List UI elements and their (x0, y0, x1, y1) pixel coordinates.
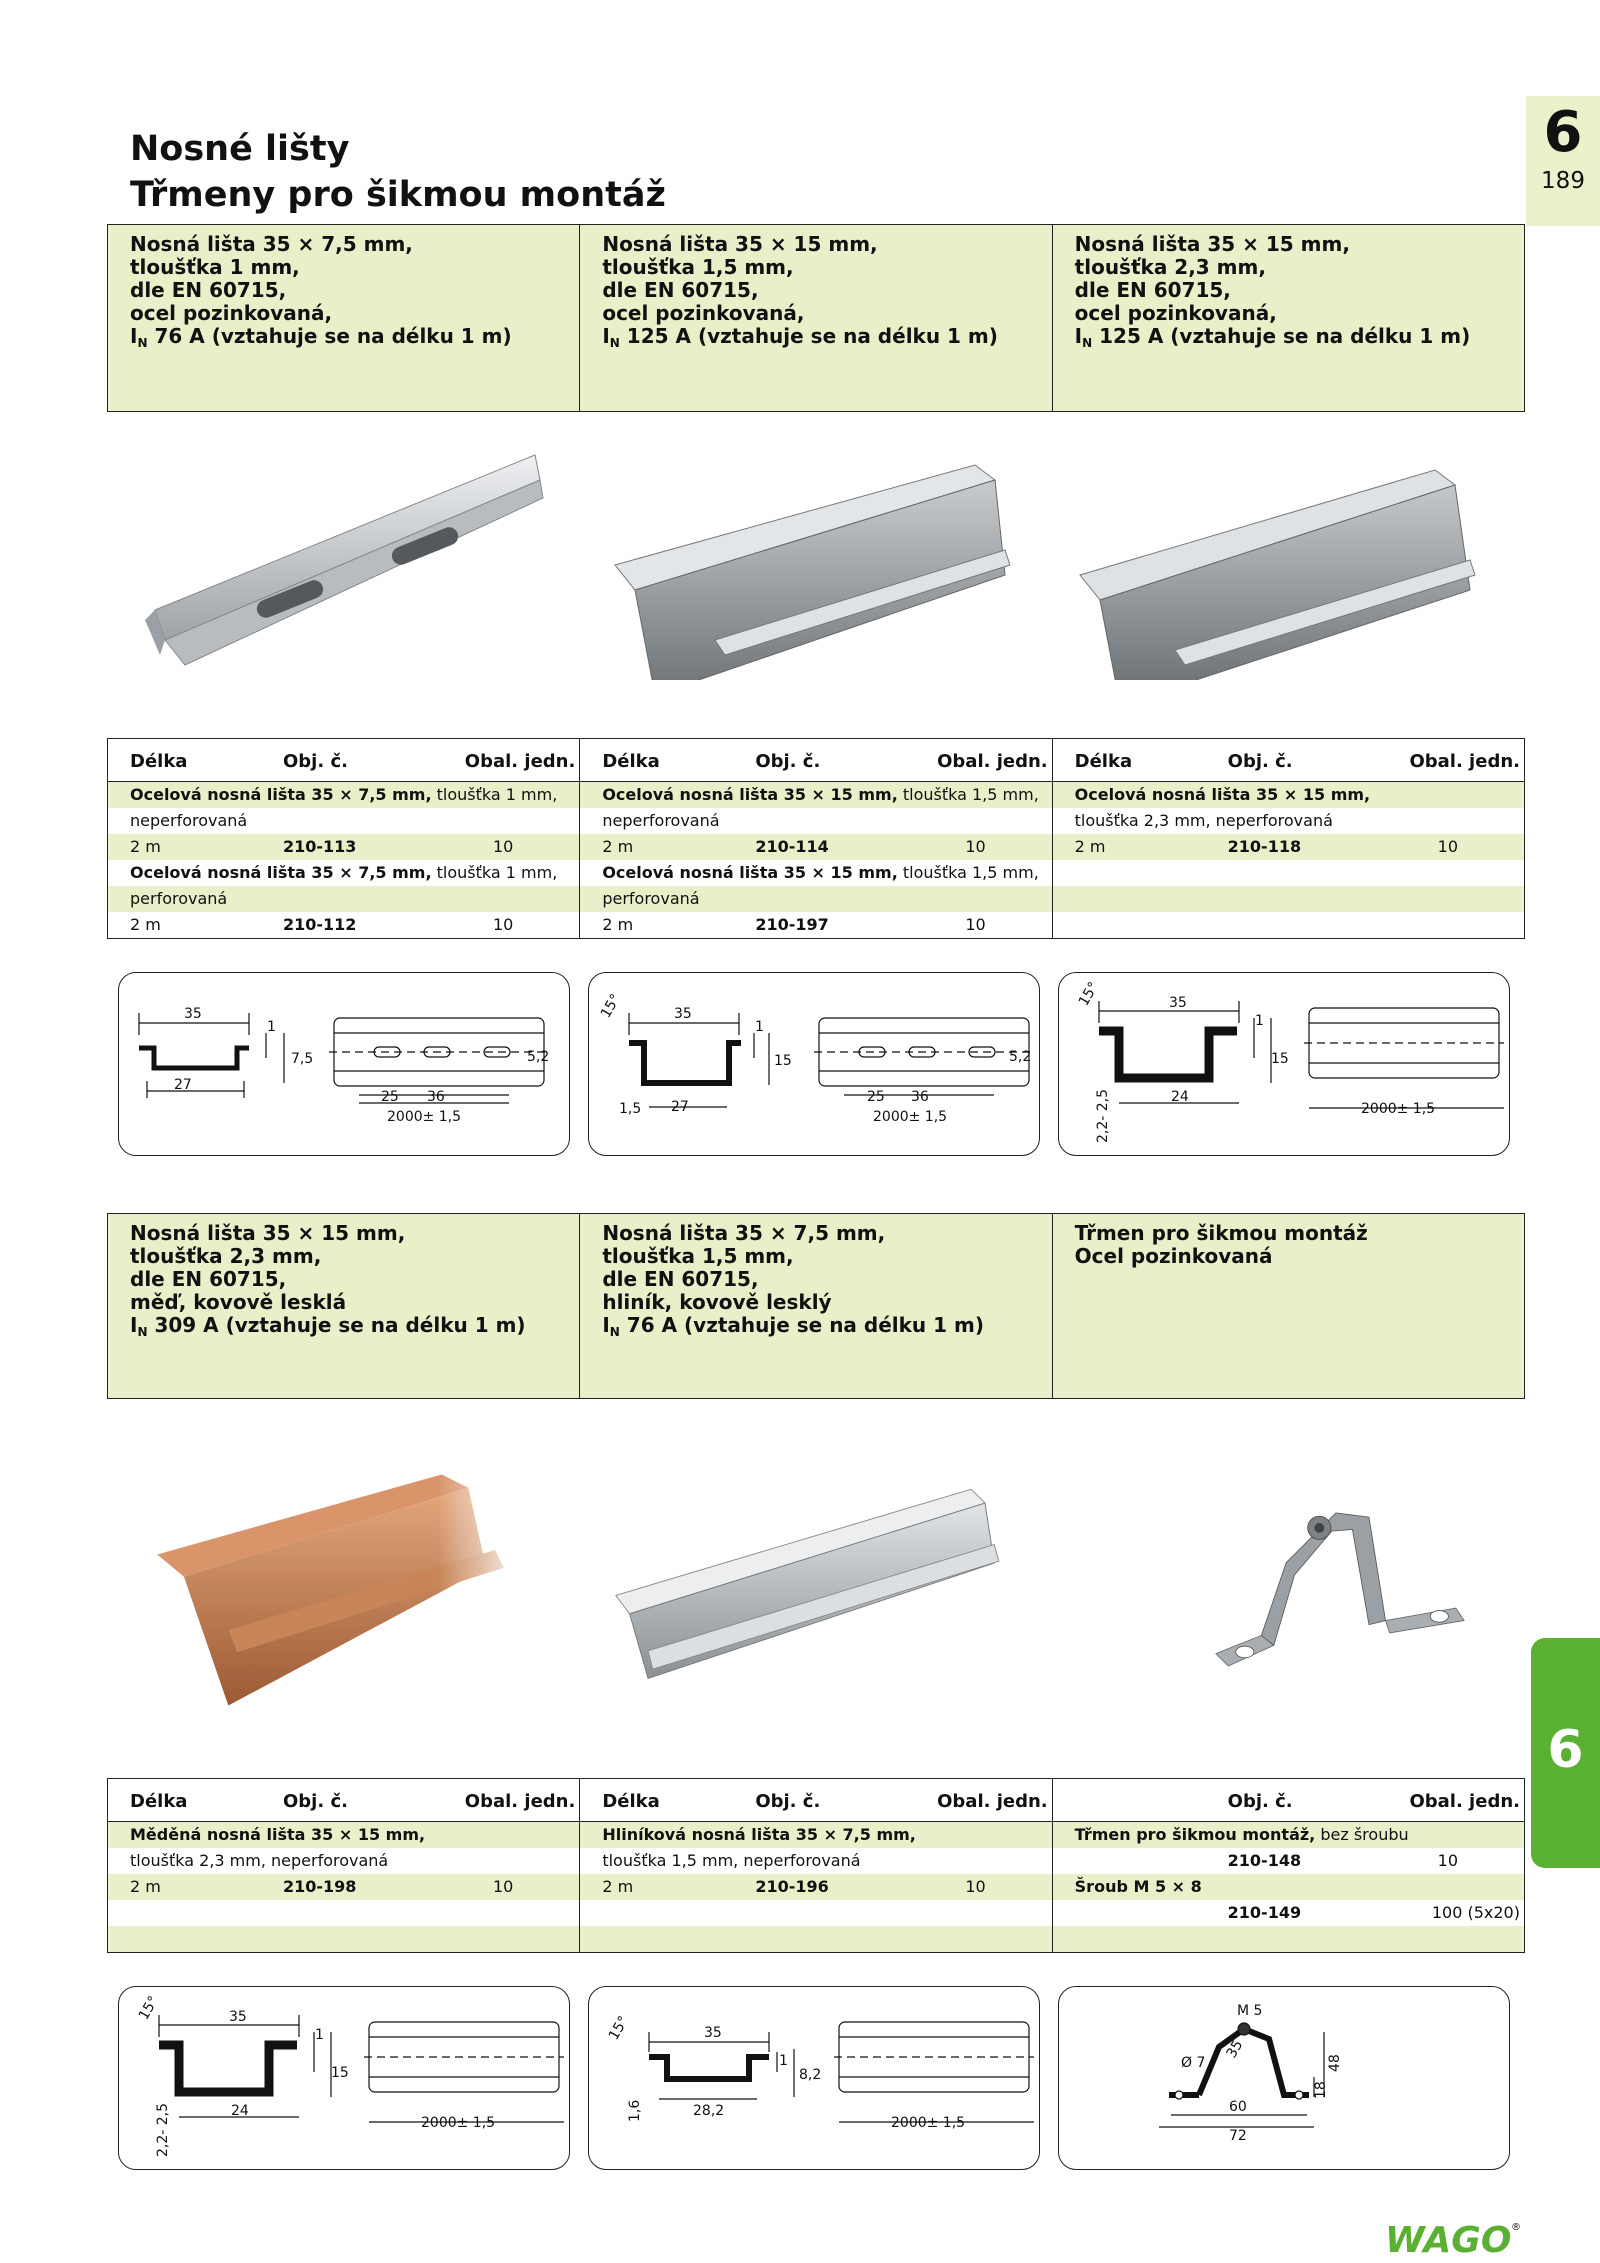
svg-text:60: 60 (1229, 2099, 1247, 2115)
table-row[interactable]: 210-149 100 (5x20) (1227, 1903, 1520, 1922)
product-header-210-196: Nosná lišta 35 × 7,5 mm, tloušťka 1,5 mm, dle EN 60715, hliník, kovově lesklý $I_N$ 76 A (vztahuje se na délku 1 m) (579, 1214, 1051, 1398)
page-number: 189 (1541, 168, 1585, 194)
svg-text:27: 27 (671, 1099, 689, 1115)
svg-text:®: ® (1511, 2222, 1521, 2233)
side-chapter-number: 6 (1547, 1720, 1584, 1780)
product-header-row-2 (107, 1213, 1525, 1399)
svg-text:35: 35 (704, 2025, 722, 2041)
svg-text:WAGO: WAGO (1385, 2220, 1512, 2258)
table-row[interactable]: 2 m 210-114 10 (580, 834, 1051, 860)
svg-text:35: 35 (674, 1006, 692, 1022)
table-row[interactable]: 2 m 210-196 10 (580, 1874, 1051, 1900)
svg-text:5,2: 5,2 (527, 1049, 550, 1065)
order-column-5: Délka Obj. č. Obal. jedn. Hliníková nosná lišta 35 × 7,5 mm, tloušťka 1,5 mm, neperforovaná 2 m 210-196 10 (579, 1779, 1051, 1952)
rail-copper-photo (125, 1470, 545, 1710)
product-header-210-114: Nosná lišta 35 × 15 mm, tloušťka 1,5 mm, dle EN 60715, ocel pozinkovaná, $I_N$ 125 A (vztahuje se na délku 1 m) (579, 225, 1051, 411)
svg-text:48: 48 (1327, 2054, 1343, 2072)
drawing-210-114 (588, 972, 1040, 1156)
svg-text:2000± 1,5: 2000± 1,5 (421, 2115, 496, 2131)
svg-text:5,2: 5,2 (1009, 1049, 1032, 1065)
svg-text:15: 15 (331, 2065, 349, 2081)
svg-text:7,5: 7,5 (291, 1051, 314, 1067)
svg-text:27: 27 (174, 1077, 192, 1093)
svg-text:1,6: 1,6 (627, 2099, 643, 2122)
order-column-6: Obj. č. Obal. jedn. Třmen pro šikmou montáž, bez šroubu 210-148 10 Šroub M 5 × 8 210-149 100 (5x20) (1052, 1779, 1524, 1952)
drawing-210-148 (1058, 1986, 1510, 2170)
svg-text:15°: 15° (605, 2013, 633, 2043)
table-row[interactable]: 2 m 210-118 10 (1053, 834, 1524, 860)
svg-text:36: 36 (911, 1089, 929, 1105)
order-column-1: Délka Obj. č. Obal. jedn. Ocelová nosná lišta 35 × 7,5 mm, tloušťka 1 mm, neperforovaná 2 m 210-113 10 Ocelová nosná lišta 35 × 7,5 mm, tloušťka 1 mm, perforovaná 2 m 210-112 10 (108, 739, 579, 938)
svg-text:18: 18 (1313, 2081, 1329, 2099)
product-header-210-198: Nosná lišta 35 × 15 mm, tloušťka 2,3 mm, dle EN 60715, měď, kovově lesklá $I_N$ 309 A (vztahuje se na délku 1 m) (130, 1221, 526, 1339)
svg-text:25: 25 (867, 1089, 885, 1105)
chapter-tab (1526, 96, 1600, 226)
table-row[interactable]: 2 m 210-197 10 (602, 915, 986, 934)
svg-text:15°: 15° (1075, 979, 1103, 1009)
wago-logo (1385, 2218, 1525, 2258)
drawing-210-196 (588, 1986, 1040, 2170)
page-title: Nosné lišty Třmeny pro šikmou montáž (130, 129, 666, 215)
svg-text:8,2: 8,2 (799, 2067, 822, 2083)
svg-text:25: 25 (381, 1089, 399, 1105)
svg-text:1: 1 (1255, 1013, 1264, 1029)
svg-text:15°: 15° (597, 991, 625, 1021)
product-header-210-148: Třmen pro šikmou montáž Ocel pozinkovaná (1052, 1214, 1524, 1398)
svg-text:2,2- 2,5: 2,2- 2,5 (1095, 1088, 1111, 1143)
svg-text:15: 15 (1271, 1051, 1289, 1067)
svg-text:1: 1 (267, 1019, 276, 1035)
svg-text:1: 1 (755, 1019, 764, 1035)
svg-text:2000± 1,5: 2000± 1,5 (891, 2115, 966, 2131)
svg-text:15°: 15° (135, 1993, 163, 2023)
drawing-210-198 (118, 1986, 570, 2170)
chapter-number: 6 (1543, 100, 1583, 165)
table-row[interactable]: 2 m 210-113 10 (108, 834, 579, 860)
product-header-210-113: Nosná lišta 35 × 7,5 mm, tloušťka 1 mm, dle EN 60715, ocel pozinkovaná, $I_N$ 76 A (vztahuje se na délku 1 m) (130, 232, 512, 350)
product-header-row-1 (107, 224, 1525, 412)
svg-text:24: 24 (1171, 1089, 1189, 1105)
table-row[interactable]: 2 m 210-198 10 (108, 1874, 579, 1900)
svg-text:24: 24 (231, 2103, 249, 2119)
order-column-4: Délka Obj. č. Obal. jedn. Měděná nosná lišta 35 × 15 mm, tloušťka 2,3 mm, neperforovaná 2 m 210-198 10 (108, 1779, 579, 1952)
order-column-2: Délka Obj. č. Obal. jedn. Ocelová nosná lišta 35 × 15 mm, tloušťka 1,5 mm, neperforovaná 2 m 210-114 10 Ocelová nosná lišta 35 × 15 mm, tloušťka 1,5 mm, perforovaná 2 m 210-197 10 (579, 739, 1051, 938)
svg-text:1,5: 1,5 (619, 1101, 642, 1117)
table-row[interactable]: 2 m 210-112 10 (130, 915, 514, 934)
svg-text:2000± 1,5: 2000± 1,5 (387, 1109, 462, 1125)
svg-text:15: 15 (774, 1053, 792, 1069)
svg-text:72: 72 (1229, 2128, 1247, 2144)
order-table-2 (107, 1778, 1525, 1953)
svg-text:1: 1 (315, 2027, 324, 2043)
product-header-210-118: Nosná lišta 35 × 15 mm, tloušťka 2,3 mm, dle EN 60715, ocel pozinkovaná, $I_N$ 125 A (vztahuje se na délku 1 m) (1052, 225, 1524, 411)
mounting-bracket-photo (1130, 1455, 1550, 1695)
rail-perforated-photo (125, 440, 545, 680)
order-table-1 (107, 738, 1525, 939)
order-column-3: Délka Obj. č. Obal. jedn. Ocelová nosná lišta 35 × 15 mm, tloušťka 2,3 mm, neperforovaná 2 m 210-118 10 (1052, 739, 1524, 938)
svg-text:35: 35 (229, 2009, 247, 2025)
svg-text:2000± 1,5: 2000± 1,5 (1361, 1101, 1436, 1117)
svg-text:2000± 1,5: 2000± 1,5 (873, 1109, 948, 1125)
svg-text:35: 35 (1223, 2037, 1247, 2061)
svg-text:M 5: M 5 (1237, 2003, 1263, 2019)
svg-text:35: 35 (1169, 995, 1187, 1011)
svg-text:28,2: 28,2 (693, 2103, 725, 2119)
rail-15mm-photo (595, 440, 1015, 680)
drawing-210-113 (118, 972, 570, 1156)
svg-text:Ø 7: Ø 7 (1181, 2055, 1206, 2071)
table-row[interactable]: 210-148 10 (1227, 1851, 1459, 1870)
svg-text:2,2- 2,5: 2,2- 2,5 (155, 2102, 171, 2157)
rail-15mm-thick-photo (1075, 440, 1495, 680)
svg-text:35: 35 (184, 1006, 202, 1022)
svg-text:36: 36 (427, 1089, 445, 1105)
svg-text:1: 1 (779, 2053, 788, 2069)
drawing-210-118 (1058, 972, 1510, 1156)
rail-aluminium-photo (595, 1480, 1015, 1720)
